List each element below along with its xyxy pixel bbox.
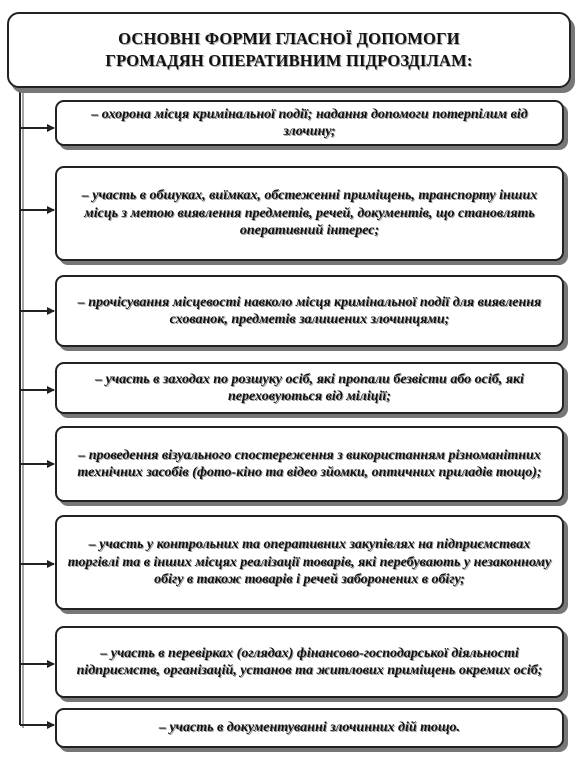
form-item-text: – участь в документуванні злочинних дій тощо. <box>158 720 461 736</box>
form-item-purchases <box>55 515 564 610</box>
form-item-inspections <box>55 626 564 698</box>
form-item-text: – участь в обшуках, виїмках, обстеженні приміщень, транспорту інших місць з метою виявлення предметів, речей, документів, що становлять оперативний інтерес; <box>81 188 538 239</box>
form-item-searches <box>55 166 564 261</box>
form-item-documenting <box>55 708 564 748</box>
form-item-missing-persons <box>55 362 564 414</box>
form-item-text: – участь в заходах по розшуку осіб, які пропали безвісти або осіб, які переховуються від міліції; <box>95 371 524 404</box>
diagram-title-line-1: ОСНОВНІ ФОРМИ ГЛАСНОЇ ДОПОМОГИ <box>118 29 460 48</box>
form-item-area-combing <box>55 275 564 347</box>
form-item-surveillance <box>55 426 564 502</box>
diagram-title-box <box>7 12 571 88</box>
form-item-guarding <box>55 100 564 146</box>
diagram-title-line-2: ГРОМАДЯН ОПЕРАТИВНИМ ПІДРОЗДІЛАМ: <box>105 51 473 70</box>
form-item-text: – охорона місця кримінальної події; надання допомоги потерпілим від злочину; <box>91 106 528 139</box>
form-item-text: – проведення візуального спостереження з використанням різноманітних технічних засобів (фото-кіно та відео зйомки, оптичних приладів тощо); <box>77 447 542 480</box>
form-item-text: – участь у контрольних та оперативних закупівлях на підприємствах торгівлі та в інших місцях реалізації товарів, які перебувають у незаконному обігу в також товарів і речей заборонених в обігу; <box>67 537 552 588</box>
form-item-text: – прочісування місцевості навколо місця кримінальної події для виявлення схованок, предметів залишених злочинцями; <box>77 294 542 327</box>
form-item-text: – участь в перевірках (оглядах) фінансово-господарської діяльності підприємств, організацій, установ та житлових приміщень окремих осіб; <box>76 645 543 678</box>
